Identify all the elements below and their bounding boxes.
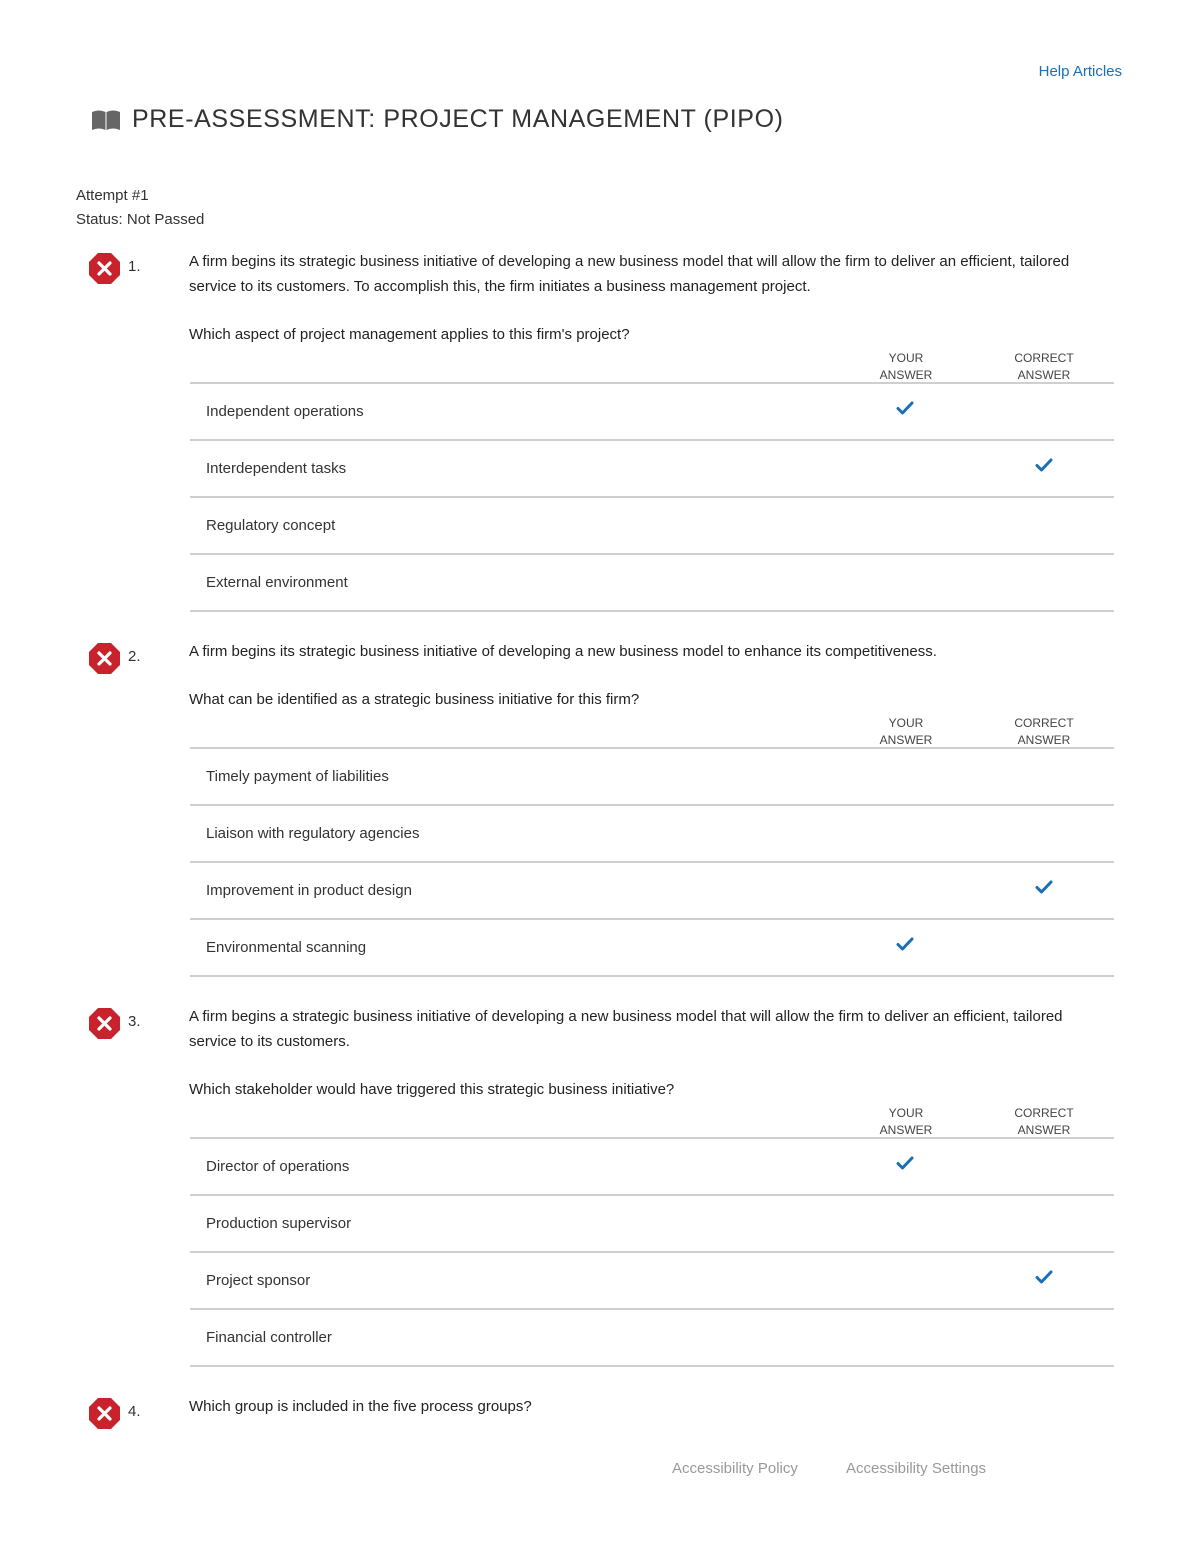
answer-row: [190, 498, 1114, 555]
question-stem: A firm begins its strategic business initiative of developing a new business model that will allow the firm to deliver an efficient, tailored service to its customers. To accomplish this, the firm initiates a business management project.: [189, 253, 1070, 295]
answer-option-label: Financial controller: [206, 1329, 332, 1346]
answer-option-label: Director of operations: [206, 1158, 350, 1175]
checkmark-icon: [1035, 879, 1053, 895]
book-icon: [90, 108, 122, 132]
your-answer-header: YOUR ANSWER: [879, 716, 933, 747]
answer-table-header: [190, 715, 1114, 749]
x-octagon-icon: [88, 252, 121, 285]
question-number: 4.: [128, 1403, 141, 1420]
x-octagon-icon: [88, 1007, 121, 1040]
answer-table: [190, 715, 1114, 977]
page-title: PRE-ASSESSMENT: PROJECT MANAGEMENT (PIPO): [132, 105, 784, 133]
answer-row: [190, 1310, 1114, 1367]
answer-option-label: Production supervisor: [206, 1215, 352, 1232]
question-text: [189, 249, 1094, 347]
answer-row: [190, 863, 1114, 920]
question-stem: Which group is included in the five process groups?: [189, 1398, 532, 1415]
page-header: [90, 105, 784, 134]
attempt-status: Status: Not Passed: [76, 211, 205, 228]
checkmark-icon: [896, 400, 914, 416]
answer-row: [190, 1253, 1114, 1310]
x-octagon-icon: [88, 642, 121, 675]
checkmark-icon: [896, 936, 914, 952]
help-articles-link[interactable]: Help Articles: [1038, 63, 1122, 80]
answer-row: [190, 555, 1114, 612]
accessibility-policy-link[interactable]: Accessibility Policy: [672, 1460, 798, 1477]
accessibility-settings-link[interactable]: Accessibility Settings: [846, 1460, 987, 1477]
answer-option-label: Environmental scanning: [206, 939, 367, 956]
attempt-info: [76, 184, 204, 232]
answer-row: [190, 441, 1114, 498]
your-answer-header: YOUR ANSWER: [879, 351, 933, 382]
question-text: [189, 1394, 1094, 1419]
question-stem: A firm begins a strategic business initiative of developing a new business model that will allow the firm to deliver an efficient, tailored service to its customers.: [189, 1008, 1063, 1050]
correct-answer-header: CORRECT ANSWER: [1014, 716, 1074, 747]
question-number: 3.: [128, 1013, 141, 1030]
answer-table: [190, 350, 1114, 612]
correct-answer-header: CORRECT ANSWER: [1014, 1106, 1074, 1137]
checkmark-icon: [1035, 457, 1053, 473]
question-prompt: Which stakeholder would have triggered this strategic business initiative?: [189, 1081, 675, 1098]
answer-option-label: Timely payment of liabilities: [206, 768, 389, 785]
answer-table: [190, 1105, 1114, 1367]
checkmark-icon: [1035, 1269, 1053, 1285]
question-text: [189, 639, 1094, 712]
question-prompt: Which aspect of project management applies to this firm's project?: [189, 326, 630, 343]
answer-table-header: [190, 350, 1114, 384]
answer-option-label: Regulatory concept: [206, 517, 336, 534]
answer-row: [190, 1196, 1114, 1253]
answer-option-label: Improvement in product design: [206, 882, 412, 899]
answer-option-label: Liaison with regulatory agencies: [206, 825, 420, 842]
checkmark-icon: [896, 1155, 914, 1171]
your-answer-header: YOUR ANSWER: [879, 1106, 933, 1137]
question-stem: A firm begins its strategic business initiative of developing a new business model to enhance its competitiveness.: [189, 643, 937, 660]
answer-row: [190, 920, 1114, 977]
question-number: 1.: [128, 258, 141, 275]
answer-option-label: Project sponsor: [206, 1272, 311, 1289]
answer-table-header: [190, 1105, 1114, 1139]
answer-option-label: Interdependent tasks: [206, 460, 347, 477]
correct-answer-header: CORRECT ANSWER: [1014, 351, 1074, 382]
question-number: 2.: [128, 648, 141, 665]
x-octagon-icon: [88, 1397, 121, 1430]
question-text: [189, 1004, 1094, 1102]
answer-option-label: External environment: [206, 574, 348, 591]
answer-row: [190, 749, 1114, 806]
attempt-number: Attempt #1: [76, 187, 149, 204]
question-prompt: What can be identified as a strategic business initiative for this firm?: [189, 691, 640, 708]
answer-option-label: Independent operations: [206, 403, 364, 420]
answer-row: [190, 1139, 1114, 1196]
answer-row: [190, 806, 1114, 863]
answer-row: [190, 384, 1114, 441]
